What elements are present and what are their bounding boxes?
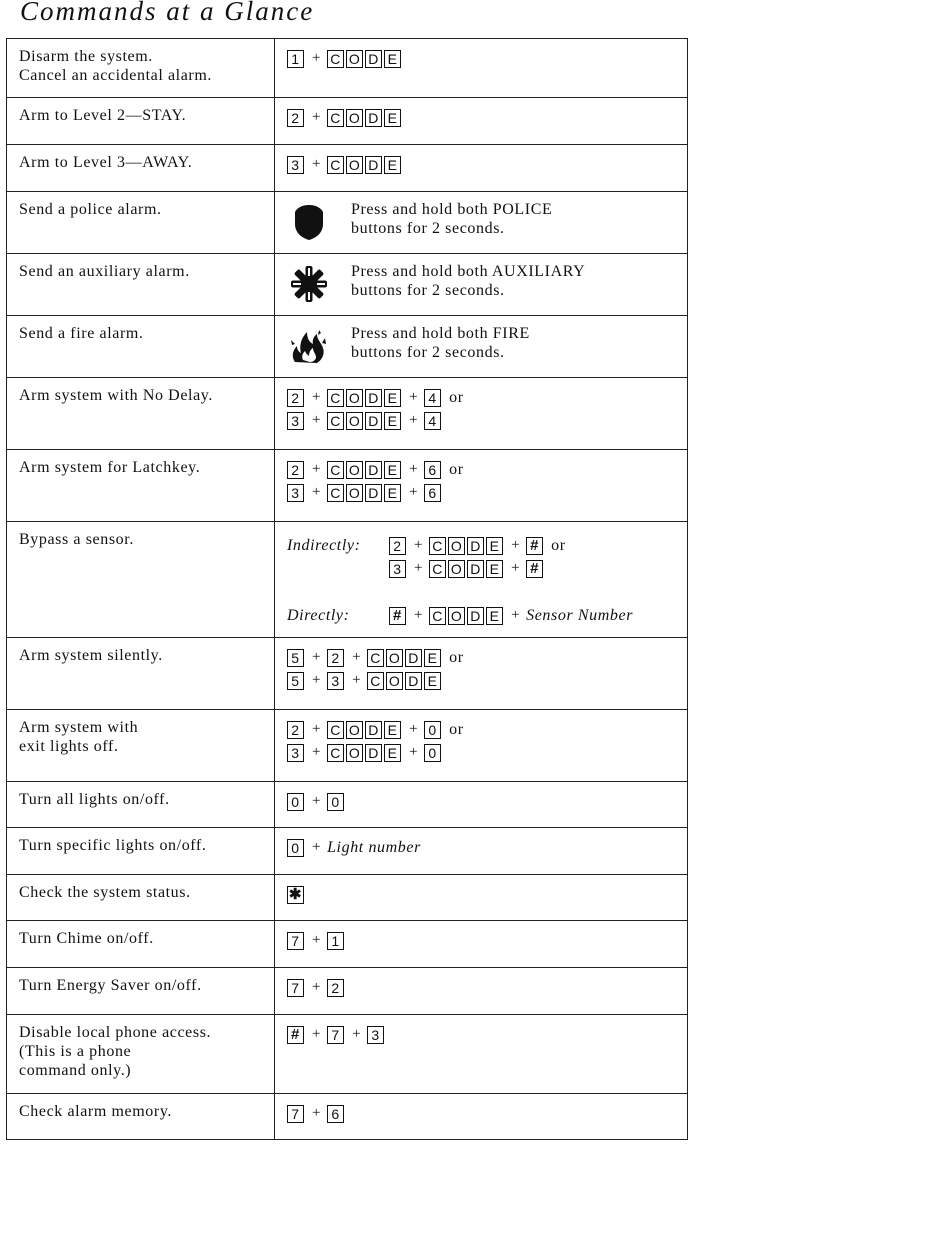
code-keys (327, 388, 403, 407)
code-keys (429, 559, 505, 578)
description-line: Send a police alarm. (19, 201, 162, 218)
code-keys (327, 483, 403, 502)
key-c: C (327, 109, 344, 127)
instruction-line: buttons for 2 seconds. (351, 282, 505, 299)
key-sequence (287, 883, 675, 906)
plus-sign: + (352, 672, 362, 688)
command-description (7, 968, 275, 1015)
table-row (7, 192, 688, 254)
table-row (7, 98, 688, 145)
key-3: 3 (287, 156, 304, 174)
key-c: C (327, 484, 344, 502)
key-sequence (287, 481, 675, 504)
key-d: D (365, 461, 382, 479)
command-keys (275, 638, 688, 710)
description-line: Arm system with (19, 719, 139, 736)
plus-sign: + (414, 537, 424, 553)
table-row (7, 316, 688, 378)
description-line: Send an auxiliary alarm. (19, 263, 190, 280)
code-keys (327, 49, 403, 68)
key-3: 3 (367, 1026, 384, 1044)
or-text: or (449, 649, 464, 666)
plus-sign: + (312, 793, 322, 809)
key-sequence (287, 386, 675, 409)
commands-table (6, 38, 688, 1140)
bypass-indirect-label: Indirectly: (287, 537, 361, 554)
code-keys (367, 648, 443, 667)
fire-flame-icon (289, 326, 329, 366)
key-sequence (389, 604, 633, 627)
table-row (7, 145, 688, 192)
key-6: 6 (424, 461, 441, 479)
plus-sign: + (312, 484, 322, 500)
key-7: 7 (287, 979, 304, 997)
command-description (7, 875, 275, 921)
key-d: D (467, 537, 484, 555)
key-sequence (287, 718, 675, 741)
command-keys (275, 1094, 688, 1140)
table-row (7, 968, 688, 1015)
key-sequence (389, 557, 545, 580)
code-keys (429, 606, 505, 625)
key-d: D (365, 389, 382, 407)
sequence-suffix: Sensor Number (526, 607, 634, 624)
command-keys (275, 1015, 688, 1094)
key-c: C (367, 672, 384, 690)
command-description (7, 522, 275, 638)
key-d: D (365, 50, 382, 68)
key-o: O (346, 721, 363, 739)
code-keys (327, 411, 403, 430)
key-sequence (287, 47, 675, 70)
key-6: 6 (424, 484, 441, 502)
table-row (7, 828, 688, 875)
plus-sign: + (312, 1026, 322, 1042)
key-hash: # (389, 607, 406, 625)
key-c: C (429, 537, 446, 555)
key-sequence (287, 646, 675, 669)
key-o: O (448, 560, 465, 578)
key-sequence (389, 534, 566, 557)
description-line: Check the system status. (19, 884, 191, 901)
table-row (7, 378, 688, 450)
plus-sign: + (312, 721, 322, 737)
key-2: 2 (287, 461, 304, 479)
key-c: C (327, 461, 344, 479)
key-0: 0 (424, 721, 441, 739)
or-text: or (449, 461, 464, 478)
key-o: O (346, 156, 363, 174)
code-keys (327, 460, 403, 479)
key-sequence (287, 741, 675, 764)
description-line: Arm to Level 3—AWAY. (19, 154, 193, 171)
key-sequence (287, 790, 675, 813)
key-d: D (365, 109, 382, 127)
table-row (7, 1015, 688, 1094)
command-description (7, 710, 275, 782)
or-text: or (449, 389, 464, 406)
command-description (7, 98, 275, 145)
key-7: 7 (287, 1105, 304, 1123)
key-o: O (346, 484, 363, 502)
command-keys (275, 828, 688, 875)
key-5: 5 (287, 672, 304, 690)
key-o: O (346, 389, 363, 407)
plus-sign: + (409, 721, 419, 737)
description-line: Send a fire alarm. (19, 325, 144, 342)
command-keys (275, 450, 688, 522)
key-2: 2 (327, 649, 344, 667)
key-3: 3 (327, 672, 344, 690)
button-instruction-text (351, 262, 585, 300)
command-description (7, 782, 275, 828)
key-c: C (327, 156, 344, 174)
plus-sign: + (409, 412, 419, 428)
plus-sign: + (312, 389, 322, 405)
plus-sign: + (414, 607, 424, 623)
plus-sign: + (312, 672, 322, 688)
key-hash: # (287, 1026, 304, 1044)
key-6: 6 (327, 1105, 344, 1123)
table-row (7, 39, 688, 98)
key-e: E (424, 672, 441, 690)
key-c: C (327, 721, 344, 739)
description-line: (This is a phone (19, 1043, 132, 1060)
key-o: O (448, 537, 465, 555)
button-instruction-text (351, 200, 552, 238)
key-2: 2 (287, 389, 304, 407)
description-line: Turn Chime on/off. (19, 930, 154, 947)
key-d: D (365, 484, 382, 502)
key-o: O (346, 744, 363, 762)
key-2: 2 (287, 721, 304, 739)
bypass-direct-label: Directly: (287, 607, 350, 624)
command-keys (275, 921, 688, 968)
plus-sign: + (414, 560, 424, 576)
plus-sign: + (511, 560, 521, 576)
page-title: Commands at a Glance (20, 0, 315, 26)
key-c: C (429, 607, 446, 625)
plus-sign: + (312, 50, 322, 66)
command-description (7, 1015, 275, 1094)
key-e: E (486, 607, 503, 625)
key-7: 7 (327, 1026, 344, 1044)
key-o: O (346, 461, 363, 479)
key-hash: # (526, 560, 543, 578)
code-keys (327, 155, 403, 174)
table-row (7, 782, 688, 828)
description-line: exit lights off. (19, 738, 119, 755)
key-5: 5 (287, 649, 304, 667)
plus-sign: + (312, 461, 322, 477)
police-badge-icon (289, 202, 329, 242)
command-description (7, 254, 275, 316)
key-d: D (365, 744, 382, 762)
key-c: C (429, 560, 446, 578)
instruction-line: buttons for 2 seconds. (351, 220, 505, 237)
plus-sign: + (312, 649, 322, 665)
key-sequence (287, 153, 675, 176)
key-e: E (424, 649, 441, 667)
description-line: Disarm the system. (19, 48, 153, 65)
command-keys (275, 39, 688, 98)
command-description (7, 192, 275, 254)
bypass-direct-line (287, 604, 675, 627)
key-2: 2 (327, 979, 344, 997)
key-0: 0 (327, 793, 344, 811)
table-row (7, 710, 688, 782)
button-instruction-text (351, 324, 530, 362)
button-instruction (287, 262, 675, 304)
table-row (7, 638, 688, 710)
command-description (7, 1094, 275, 1140)
code-keys (327, 743, 403, 762)
key-d: D (365, 412, 382, 430)
key-e: E (384, 389, 401, 407)
code-keys (429, 536, 505, 555)
key-4: 4 (424, 389, 441, 407)
command-description (7, 450, 275, 522)
key-3: 3 (287, 484, 304, 502)
command-description (7, 39, 275, 98)
key-e: E (486, 560, 503, 578)
command-keys (275, 254, 688, 316)
key-e: E (486, 537, 503, 555)
table-row (7, 875, 688, 921)
spacer (287, 580, 675, 604)
description-line: Turn specific lights on/off. (19, 837, 207, 854)
key-sequence (287, 929, 675, 952)
instruction-line: Press and hold both FIRE (351, 325, 530, 342)
key-sequence (287, 836, 675, 859)
key-0: 0 (287, 793, 304, 811)
description-line: Arm system with No Delay. (19, 387, 213, 404)
instruction-line: Press and hold both POLICE (351, 201, 553, 218)
plus-sign: + (312, 1105, 322, 1121)
key-sequence (287, 106, 675, 129)
plus-sign: + (409, 461, 419, 477)
bypass-indirect-line (287, 534, 675, 557)
key-3: 3 (287, 412, 304, 430)
description-line: Arm to Level 2—STAY. (19, 107, 187, 124)
plus-sign: + (511, 537, 521, 553)
plus-sign: + (352, 1026, 362, 1042)
button-instruction (287, 200, 675, 242)
description-line: Bypass a sensor. (19, 531, 134, 548)
key-3: 3 (287, 744, 304, 762)
command-keys (275, 710, 688, 782)
instruction-line: Press and hold both AUXILIARY (351, 263, 586, 280)
key-d: D (467, 607, 484, 625)
description-line: Turn Energy Saver on/off. (19, 977, 202, 994)
plus-sign: + (312, 979, 322, 995)
table-row (7, 1094, 688, 1140)
key-o: O (386, 649, 403, 667)
command-keys (275, 378, 688, 450)
or-text: or (449, 721, 464, 738)
auxiliary-star-icon (289, 264, 329, 304)
key-sequence (287, 1023, 675, 1046)
description-line: Disable local phone access. (19, 1024, 212, 1041)
key-e: E (384, 50, 401, 68)
plus-sign: + (511, 607, 521, 623)
key-sequence (287, 976, 675, 999)
plus-sign: + (312, 839, 322, 855)
key-e: E (384, 156, 401, 174)
key-o: O (346, 50, 363, 68)
command-keys (275, 192, 688, 254)
key-sequence (287, 669, 675, 692)
description-line: command only.) (19, 1062, 132, 1079)
command-keys (275, 782, 688, 828)
plus-sign: + (352, 649, 362, 665)
key-1: 1 (327, 932, 344, 950)
key-0: 0 (287, 839, 304, 857)
button-instruction (287, 324, 675, 366)
key-c: C (367, 649, 384, 667)
key-o: O (448, 607, 465, 625)
description-line: Turn all lights on/off. (19, 791, 170, 808)
key-d: D (365, 721, 382, 739)
command-description (7, 638, 275, 710)
command-keys (275, 522, 688, 638)
or-text: or (551, 537, 566, 554)
sequence-suffix: Light number (327, 839, 421, 856)
instruction-line: buttons for 2 seconds. (351, 344, 505, 361)
key-c: C (327, 412, 344, 430)
key-sequence (287, 1102, 675, 1125)
key-e: E (384, 721, 401, 739)
key-d: D (467, 560, 484, 578)
command-keys (275, 316, 688, 378)
key-o: O (386, 672, 403, 690)
plus-sign: + (312, 156, 322, 172)
command-description (7, 145, 275, 192)
command-keys (275, 145, 688, 192)
command-keys (275, 875, 688, 921)
key-3: 3 (389, 560, 406, 578)
key-4: 4 (424, 412, 441, 430)
key-e: E (384, 744, 401, 762)
table-row (7, 254, 688, 316)
command-keys (275, 968, 688, 1015)
key-c: C (327, 744, 344, 762)
command-description (7, 316, 275, 378)
key-e: E (384, 484, 401, 502)
key-2: 2 (287, 109, 304, 127)
code-keys (327, 108, 403, 127)
table-row (7, 450, 688, 522)
key-star: ✱ (288, 885, 303, 903)
commands-table-body (7, 39, 688, 1140)
key-1: 1 (287, 50, 304, 68)
plus-sign: + (312, 412, 322, 428)
bypass-indirect-line (287, 557, 675, 580)
command-keys (275, 98, 688, 145)
description-line: Arm system for Latchkey. (19, 459, 201, 476)
table-row (7, 921, 688, 968)
key-c: C (327, 389, 344, 407)
key-hash: # (526, 537, 543, 555)
command-description (7, 378, 275, 450)
key-c: C (327, 50, 344, 68)
key-d: D (365, 156, 382, 174)
plus-sign: + (312, 109, 322, 125)
plus-sign: + (409, 484, 419, 500)
plus-sign: + (312, 744, 322, 760)
description-line: Check alarm memory. (19, 1103, 172, 1120)
key-7: 7 (287, 932, 304, 950)
key-2: 2 (389, 537, 406, 555)
description-line: Cancel an accidental alarm. (19, 67, 212, 84)
plus-sign: + (312, 932, 322, 948)
key-0: 0 (424, 744, 441, 762)
description-line: Arm system silently. (19, 647, 163, 664)
key-sequence (287, 458, 675, 481)
key-o: O (346, 109, 363, 127)
key-o: O (346, 412, 363, 430)
table-row (7, 522, 688, 638)
key-d: D (405, 649, 422, 667)
plus-sign: + (409, 744, 419, 760)
key-d: D (405, 672, 422, 690)
command-description (7, 921, 275, 968)
key-sequence (287, 409, 675, 432)
key-e: E (384, 461, 401, 479)
code-keys (367, 671, 443, 690)
key-e: E (384, 412, 401, 430)
command-description (7, 828, 275, 875)
plus-sign: + (409, 389, 419, 405)
code-keys (327, 720, 403, 739)
key-e: E (384, 109, 401, 127)
